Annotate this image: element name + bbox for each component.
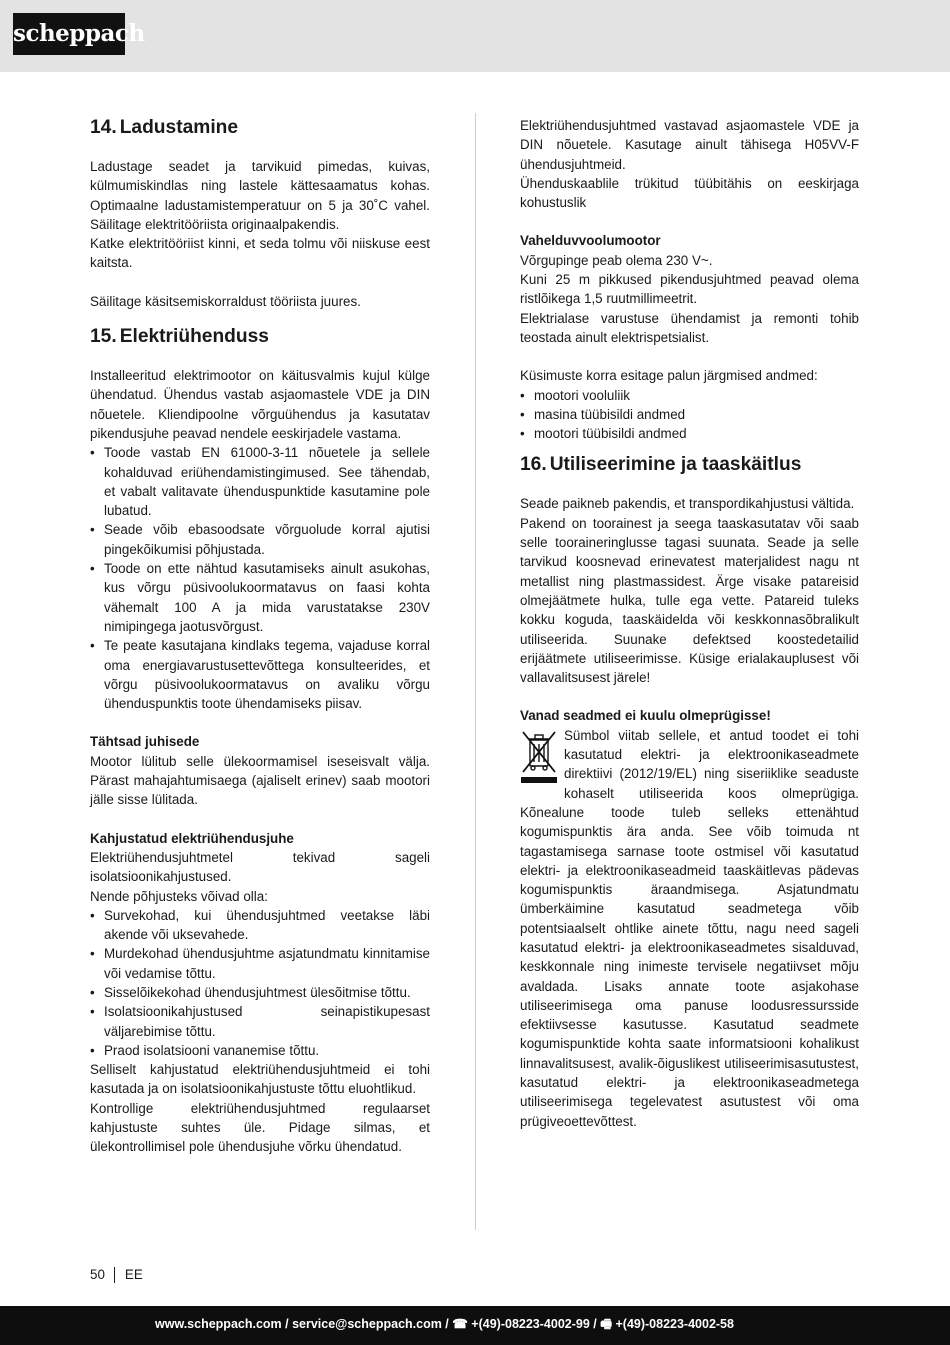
page-footer: [90, 1266, 143, 1284]
list-item: • Murdekohad ühendusjuhtme asjatundmatu kinnitamise või vedamise tõttu.: [90, 944, 430, 983]
list-item: • Te peate kasutajana kindlaks tegema, vajaduse korral oma energiavarustusettevõttega konsulteerides, et võrgu püsivoolukoormatavus on avaliku võrgu ühenduspunktis toote ühendamiseks piisav.: [90, 636, 430, 713]
bullet-list: [90, 443, 430, 713]
paragraph: Elektrialase varustuse ühendamist ja remonti tohib teostada ainult elektrispetsialist.: [520, 310, 859, 345]
list-item: • Isolatsioonikahjustused seinapistikupesast väljarebimise tõttu.: [90, 1002, 430, 1041]
list-item: • Survekohad, kui ühendusjuhtmed veetakse läbi akende või uksevahede.: [90, 906, 430, 945]
list-item: • Praod isolatsiooni vananemise tõttu.: [90, 1041, 430, 1060]
paragraph: Mootor lülitub selle ülekoormamisel iseseisvalt välja. Pärast mahajahtumisaega (ajaliselt erinev) saab mootori jälle sisse lülitada.: [90, 753, 430, 808]
list-item: • Toode on ette nähtud kasutamiseks ainult asukohas, kus võrgu püsivoolukoormatavus on faasi kohta vähemalt 100 A ja mida varustatakse 230V nimipingega jaotusvõrgust.: [90, 559, 430, 636]
paragraph: Seade paikneb pakendis, et transpordikahjustusi vältida.: [520, 496, 855, 512]
paragraph: Ladustage seadet ja tarvikuid pimedas, kuivas, külmumiskindlas ning lastele kättesaamatus kohas. Optimaalne ladustamistemperatuur on 5 ja 30˚C vahel. Säilitage elektritööriista originaalpakendis.: [90, 159, 430, 232]
paragraph: Ühenduskaablile trükitud tüübitähis on eeskirjaga kohustuslik: [520, 175, 859, 211]
subheading: Vahelduvvoolumootor: [520, 233, 661, 249]
subheading: Vanad seadmed ei kuulu olmeprügisse!: [520, 708, 771, 724]
column-divider: [475, 113, 476, 1230]
paragraph: Kontrollige elektriühendusjuhtmed regulaarset kahjustuste suhtes üle. Pidage silmas, et ülekontrollimisel pole ühendusjuhe võrku ühendatud.: [90, 1100, 430, 1155]
paragraph: Nende põhjusteks võivad olla:: [90, 888, 268, 904]
bullet-list: [520, 386, 859, 444]
section-number: 15.: [90, 326, 117, 348]
paragraph: Võrgupinge peab olema 230 V~.: [520, 252, 713, 268]
subheading: Tähtsad juhisede: [90, 734, 200, 750]
left-column: [90, 116, 430, 1157]
list-item: • mootori vooluliik: [520, 386, 859, 405]
footer-separator: [114, 1267, 115, 1283]
crossed-out-bin-icon: [520, 728, 558, 784]
section-number: 14.: [90, 117, 117, 138]
footer-contact-line: www.scheppach.com / service@scheppach.com / ☎ +(49)-08223-4002-99 / 🖷 +(49)-08223-4002-58: [155, 1317, 734, 1331]
bullet-list: [90, 906, 430, 1060]
paragraph: Pakend on toorainest ja seega taaskasutatav või saab selle tooraineringlusse tagasi suunata. Seade ja selle tarvikud koosnevad erinevatest materjalidest nagu nt metallist ning plastmassidest. Ärge visake patareisid olmejäätmete hulka, tulle ega vette. Patareid tuleks kokku koguda, taaskäidelda või keskkonnasõbralikult utiliseerida. Suunake defektsed koostedetailid erijäätmete utiliseerimisse. Küsige erialakauplusest või vallavalitsusest järele!: [520, 515, 859, 686]
paragraph: Elektriühendusjuhtmed vastavad asjaomastele VDE ja DIN nõuetele. Kasutage ainult tähisega H05VV-F ühendusjuhtmeid.: [520, 118, 859, 172]
paragraph: Selliselt kahjustatud elektriühendusjuhtmeid ei tohi kasutada ja on isolatsioonikahjustuste tõttu eluohtlikud.: [90, 1062, 430, 1097]
paragraph: Kuni 25 m pikkused pikendusjuhtmed peavad olema ristlõikega 1,5 ruutmillimeetrit.: [520, 272, 859, 307]
section-title: Ladustamine: [119, 117, 239, 138]
section-number: 16.: [520, 454, 547, 476]
list-item: • mootori tüübisildi andmed: [520, 424, 859, 443]
paragraph: Elektriühendusjuhtmetel tekivad sageli isolatsioonikahjustused.: [90, 849, 430, 885]
list-item: • Toode vastab EN 61000-3-11 nõuetele ja sellele kohalduvad eriühendamistingimused. See tähendab, et vabalt valitavate ühenduspunktide kasutamine pole lubatud.: [90, 443, 430, 520]
section-title: Utiliseerimine ja taaskäitlus: [549, 454, 802, 476]
list-item: • masina tüübisildi andmed: [520, 405, 859, 424]
subheading: Kahjustatud elektriühendusjuhe: [90, 830, 294, 846]
brand-logo: scheppach: [13, 13, 125, 55]
paragraph: Küsimuste korra esitage palun järgmised andmed:: [520, 368, 818, 384]
language-code: EE: [124, 1267, 143, 1282]
list-item: • Sisselõikekohad ühendusjuhtmest ülesõitmise tõttu.: [90, 983, 430, 1002]
page-number: 50: [90, 1267, 105, 1282]
section-heading-storage: [90, 116, 430, 140]
section-heading-electrical: [90, 325, 430, 349]
section-heading-disposal: [520, 453, 859, 477]
paragraph: Sümbol viitab sellele, et antud toodet ei tohi kasutatud elektri- ja elektroonikaseadmete direktiivi (2012/19/EL) ning siseriiklike seaduste kohaselt utiliseerida koos olmeprügiga. Kõnealune toode tuleb selleks ettenähtud kogumispunktis ära anda. See võib toimuda nt tagastamisega sarnase toote ostmisel või kasutatud elektri- ja elektroonikaseadmeid taaskäitlevas pädevas kogumispunktis äraandmisega. Asjatundmatu ümberkäimine kasutatud seadmetega võib potentsiaalselt ohtlike ainete tõttu, nagu need sageli kasutatud elektri- ja elektroonikaseadmetes sisalduvad, keskkonnale ning inimeste tervisele negatiivset mõju avaldada. Lisaks annate toote asjakohase utiliseerimisega oma panuse loodusressursside efektiivsesse kasutusse. Kasutatud seadmete kogumispunktide kohta saate informatsiooni kohalikust linnavalitsusest, avalik-õiguslikest utiliseerimisasutustest, kasutatud elektri- ja elektroonikaseadmetega utiliseerimisega tegelevatest asutustest või oma prügiveoettevõttest.: [520, 727, 859, 1129]
list-item: • Seade võib ebasoodsate võrguolude korral ajutisi pingekõikumisi põhjustada.: [90, 520, 430, 559]
paragraph: Säilitage käsitsemiskorraldust tööriista juures.: [90, 293, 361, 309]
section-title: Elektriühenduss: [119, 326, 269, 348]
right-column: [520, 116, 859, 1131]
paragraph: Installeeritud elektrimootor on käitusvalmis kujul külge ühendatud. Ühendus vastab asjaomastele VDE ja DIN nõuetele. Kliendipoolne võrguühendus ja kasutatav pikendusjuhe peavad nendele eeskirjadele vastama.: [90, 368, 430, 441]
paragraph: Katke elektritööriist kinni, et seda tolmu või niiskuse eest kaitsta.: [90, 236, 430, 271]
weee-paragraph-block: [520, 726, 859, 1131]
